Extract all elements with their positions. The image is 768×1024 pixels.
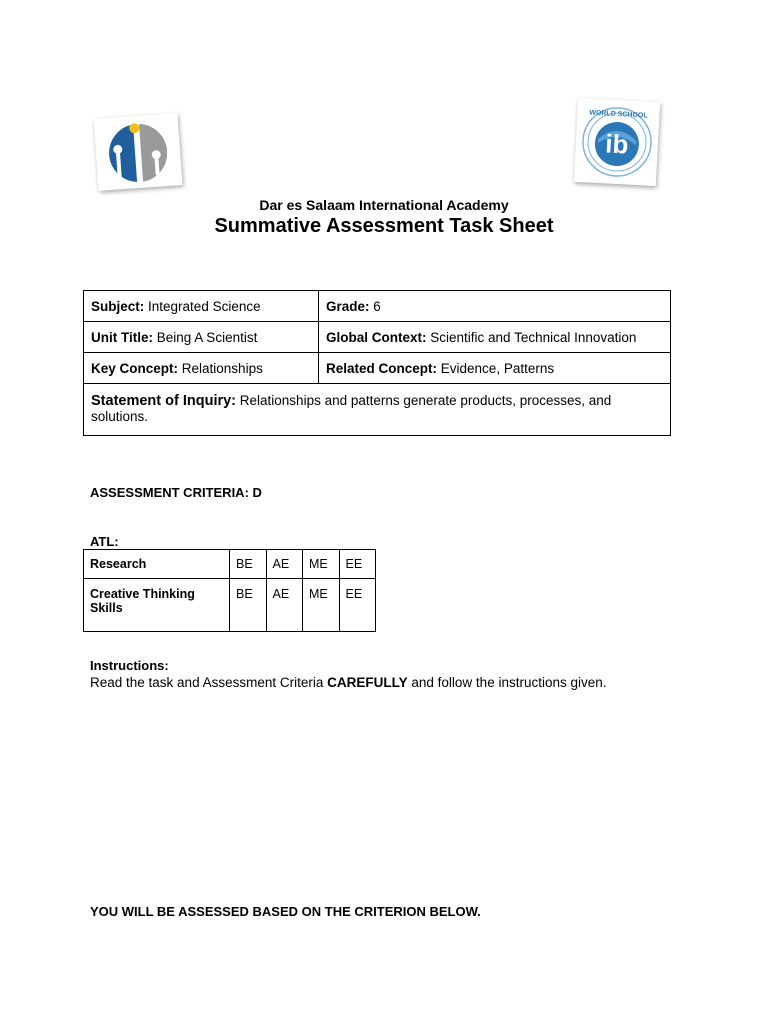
atl-level-be: BE [230, 579, 267, 632]
atl-skill: Research [84, 550, 230, 579]
related-concept-cell [319, 353, 671, 384]
global-context-cell [319, 322, 671, 353]
subject-value: Integrated Science [148, 298, 261, 314]
atl-table [83, 549, 376, 632]
atl-level-ee: EE [339, 550, 376, 579]
statement-of-inquiry-label: Statement of Inquiry: [91, 392, 237, 409]
table-row [84, 384, 671, 436]
instructions-emphasis: CAREFULLY [327, 675, 408, 690]
unit-info-table [83, 290, 671, 436]
atl-level-me: ME [303, 550, 340, 579]
school-name: Dar es Salaam International Academy [259, 197, 509, 213]
instructions-text-start: Read the task and Assessment Criteria [90, 675, 328, 690]
atl-level-ae: AE [266, 550, 303, 579]
table-row [84, 550, 376, 579]
ib-world-school-logo [574, 98, 660, 186]
table-row [84, 322, 671, 353]
key-concept-label: Key Concept: [91, 360, 179, 376]
instructions-text [90, 675, 607, 690]
ib-mark: ib [604, 128, 630, 160]
unit-title-value: Being A Scientist [156, 329, 258, 345]
grade-value: 6 [373, 298, 381, 314]
atl-heading: ATL: [90, 534, 119, 549]
grade-cell [319, 291, 671, 322]
table-row [84, 579, 376, 632]
unit-title-cell [84, 322, 319, 353]
key-concept-cell [84, 353, 319, 384]
subject-label: Subject: [91, 298, 145, 314]
school-logo [94, 113, 183, 191]
page-title: Summative Assessment Task Sheet [214, 215, 554, 237]
assessment-criteria-heading: ASSESSMENT CRITERIA: D [90, 485, 262, 500]
subject-cell [84, 291, 319, 322]
ib-logo-text: WORLD SCHOOL [589, 109, 648, 120]
grade-label: Grade: [326, 298, 370, 314]
related-concept-value: Evidence, Patterns [440, 360, 555, 376]
global-context-value: Scientific and Technical Innovation [430, 329, 637, 345]
table-row [84, 353, 671, 384]
atl-level-me: ME [303, 579, 340, 632]
ib-logo-graphic [574, 98, 660, 186]
atl-skill: Creative Thinking Skills [84, 579, 230, 632]
table-row [84, 291, 671, 322]
school-logo-graphic [94, 113, 183, 191]
statement-of-inquiry-cell [84, 384, 671, 436]
atl-level-be: BE [230, 550, 267, 579]
instructions-text-end: and follow the instructions given. [407, 675, 607, 690]
assessed-note: YOU WILL BE ASSESSED BASED ON THE CRITERION BELOW. [90, 904, 481, 919]
atl-level-ae: AE [266, 579, 303, 632]
global-context-label: Global Context: [326, 329, 427, 345]
related-concept-label: Related Concept: [326, 360, 438, 376]
statement-of-inquiry-value: Relationships and patterns generate products, processes, and solutions. [91, 392, 612, 424]
instructions-heading: Instructions: [90, 658, 169, 673]
atl-level-ee: EE [339, 579, 376, 632]
unit-title-label: Unit Title: [91, 329, 153, 345]
key-concept-value: Relationships [181, 360, 263, 376]
